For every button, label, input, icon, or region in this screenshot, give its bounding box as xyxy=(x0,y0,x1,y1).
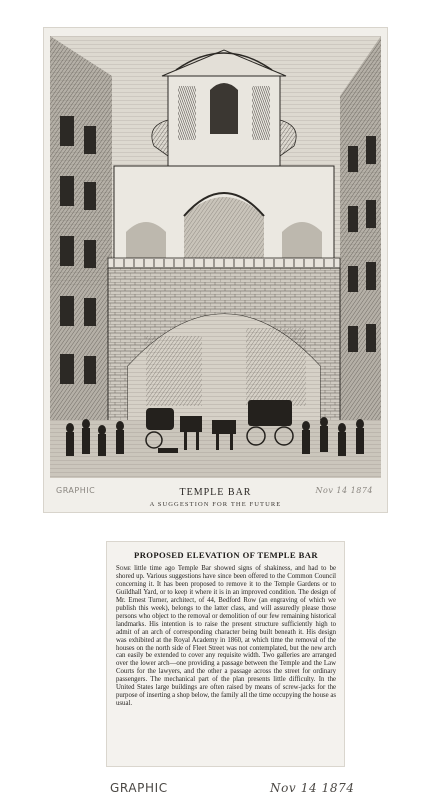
article-text: little time ago Temple Bar showed signs of shakiness, and had to be shored up. Various suggestions have since been offered to the Common Council concerning it. It has been proposed to remove it to the Temple Gardens or to Guildhall Yard, or to keep it where it is in an improved condition. The design of Mr. Ernest Turner, architect, of 44, Bedford Row (an engraving of which we publish this week), belongs to the latter class, and will assuredly please those persons who object to the removal or demolition of our few remaining historical landmarks. His intention is to raise the present structure sufficiently high to admit of an arch of corresponding character being built beneath it. His design was exhibited at the Royal Academy in 1860, at which time the removal of the houses on the north side of Fleet Street was not contemplated, but the new arch can easily be extended to cover any requisite width. Two galleries are arranged over the lower arch—one providing a passage between the Temple and the Law Courts for the lawyers, and the other a passage across the street for ordinary passengers. The mechanical part of the plan presents little difficulty. In the United States large buildings are often raised by means of screw-jacks for the purpose of inserting a shop below, the family all the time occupying the house as usual. xyxy=(116,565,336,708)
article-lead: Some xyxy=(116,565,131,572)
pencil-source-note: GRAPHIC xyxy=(56,486,96,495)
article-clipping xyxy=(107,542,344,766)
plate-subtitle: A SUGGESTION FOR THE FUTURE xyxy=(149,501,282,508)
plate-title: TEMPLE BAR xyxy=(179,487,252,498)
temple-bar-engraving xyxy=(50,36,381,478)
article-body xyxy=(116,565,336,708)
engraving-clipping xyxy=(44,28,387,512)
handwritten-date: Nov 14 1874 xyxy=(270,781,355,795)
handwritten-source: GRAPHIC xyxy=(110,781,168,795)
pencil-date-note: Nov 14 1874 xyxy=(315,486,373,495)
article-heading: PROPOSED ELEVATION OF TEMPLE BAR xyxy=(134,550,318,560)
engraving-illustration xyxy=(50,36,381,478)
